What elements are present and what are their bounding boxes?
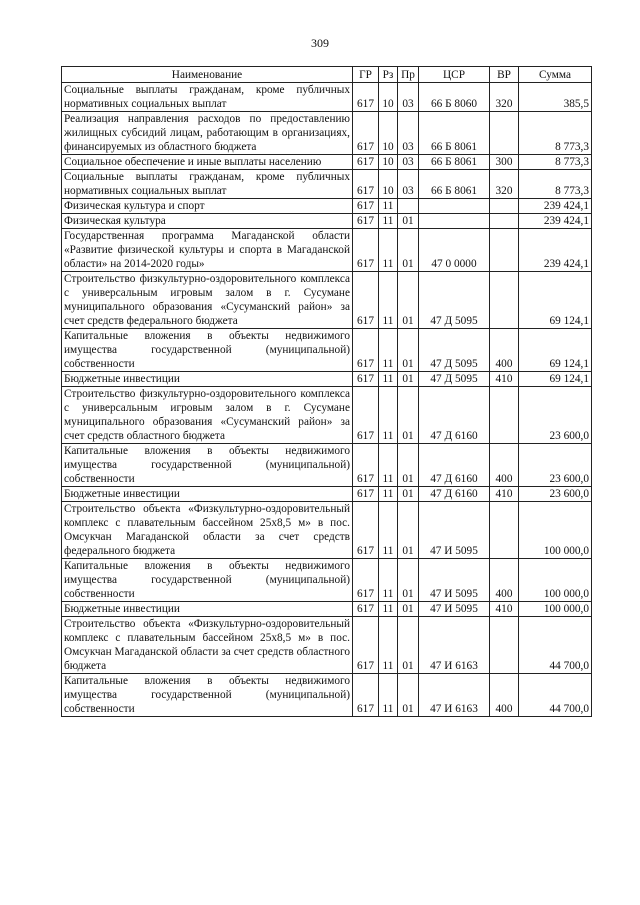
column-header-name: Наименование [62, 67, 353, 83]
cell-gr: 617 [353, 674, 379, 717]
cell-sum: 23 600,0 [519, 444, 592, 487]
cell-gr: 617 [353, 487, 379, 502]
cell-csr: 66 Б 8061 [419, 170, 490, 199]
cell-vr: 320 [490, 170, 519, 199]
cell-gr: 617 [353, 372, 379, 387]
cell-pr: 01 [398, 602, 419, 617]
cell-pr [398, 199, 419, 214]
cell-csr: 47 И 6163 [419, 617, 490, 674]
cell-vr: 400 [490, 444, 519, 487]
cell-sum: 8 773,3 [519, 170, 592, 199]
cell-gr: 617 [353, 155, 379, 170]
cell-vr: 400 [490, 559, 519, 602]
table-row [62, 602, 592, 617]
cell-csr: 47 И 6163 [419, 674, 490, 717]
cell-vr [490, 617, 519, 674]
cell-csr: 47 И 5095 [419, 559, 490, 602]
table-row [62, 502, 592, 559]
cell-gr: 617 [353, 559, 379, 602]
cell-vr [490, 112, 519, 155]
table-row [62, 155, 592, 170]
cell-sum: 8 773,3 [519, 155, 592, 170]
cell-sum: 23 600,0 [519, 387, 592, 444]
cell-csr: 47 Д 6160 [419, 444, 490, 487]
cell-gr: 617 [353, 602, 379, 617]
table-row [62, 170, 592, 199]
cell-pr: 03 [398, 155, 419, 170]
cell-vr: 400 [490, 674, 519, 717]
cell-sum: 239 424,1 [519, 199, 592, 214]
cell-rz: 11 [379, 199, 398, 214]
cell-name: Государственная программа Магаданской области «Развитие физической культуры и спорта в Магаданской области» на 2014-2020 годы» [62, 229, 353, 272]
cell-vr [490, 387, 519, 444]
cell-csr: 66 Б 8061 [419, 155, 490, 170]
cell-name: Бюджетные инвестиции [62, 487, 353, 502]
cell-rz: 11 [379, 372, 398, 387]
cell-csr: 66 Б 8061 [419, 112, 490, 155]
cell-pr: 01 [398, 272, 419, 329]
cell-name: Капитальные вложения в объекты недвижимого имущества государственной (муниципальной) собственности [62, 559, 353, 602]
cell-csr [419, 199, 490, 214]
cell-pr: 01 [398, 214, 419, 229]
cell-name: Строительство физкультурно-оздоровительного комплекса с универсальным игровым залом в г. Сусумане муниципального образования «Сусуманский район» за счет средств областного бюджета [62, 387, 353, 444]
cell-vr: 320 [490, 83, 519, 112]
cell-name: Капитальные вложения в объекты недвижимого имущества государственной (муниципальной) собственности [62, 329, 353, 372]
table-body [62, 83, 592, 717]
cell-name: Физическая культура и спорт [62, 199, 353, 214]
cell-gr: 617 [353, 617, 379, 674]
table-row [62, 387, 592, 444]
cell-pr: 01 [398, 444, 419, 487]
cell-sum: 239 424,1 [519, 229, 592, 272]
cell-rz: 11 [379, 272, 398, 329]
cell-name: Строительство объекта «Физкультурно-оздоровительный комплекс с плавательным бассейном 25х8,5 м» в пос. Омсукчан Магаданской области за счет средств областного бюджета [62, 617, 353, 674]
cell-pr: 01 [398, 502, 419, 559]
cell-pr: 01 [398, 487, 419, 502]
column-header-csr: ЦСР [419, 67, 490, 83]
cell-gr: 617 [353, 272, 379, 329]
cell-name: Капитальные вложения в объекты недвижимого имущества государственной (муниципальной) собственности [62, 444, 353, 487]
cell-pr: 01 [398, 372, 419, 387]
cell-rz: 10 [379, 155, 398, 170]
table-row [62, 83, 592, 112]
cell-pr: 01 [398, 387, 419, 444]
table-row [62, 559, 592, 602]
cell-gr: 617 [353, 387, 379, 444]
table-row [62, 372, 592, 387]
cell-sum: 69 124,1 [519, 372, 592, 387]
cell-rz: 11 [379, 602, 398, 617]
cell-name: Социальные выплаты гражданам, кроме публичных нормативных социальных выплат [62, 83, 353, 112]
cell-csr: 47 И 5095 [419, 502, 490, 559]
cell-vr [490, 272, 519, 329]
cell-sum: 8 773,3 [519, 112, 592, 155]
cell-sum: 239 424,1 [519, 214, 592, 229]
cell-name: Реализация направления расходов по предоставлению жилищных субсидий лицам, работающим в организациях, финансируемых из областного бюджета [62, 112, 353, 155]
cell-rz: 11 [379, 674, 398, 717]
column-header-pr: Пр [398, 67, 419, 83]
cell-gr: 617 [353, 444, 379, 487]
cell-name: Строительство объекта «Физкультурно-оздоровительный комплекс с плавательным бассейном 25х8,5 м» в пос. Омсукчан Магаданской области за счет средств федерального бюджета [62, 502, 353, 559]
cell-csr: 47 Д 6160 [419, 387, 490, 444]
cell-csr: 47 И 5095 [419, 602, 490, 617]
cell-csr: 47 Д 5095 [419, 272, 490, 329]
table-row [62, 444, 592, 487]
cell-pr: 01 [398, 329, 419, 372]
cell-csr [419, 214, 490, 229]
page-number: 309 [311, 36, 329, 50]
cell-csr: 47 Д 6160 [419, 487, 490, 502]
cell-pr: 01 [398, 617, 419, 674]
cell-rz: 11 [379, 444, 398, 487]
cell-name: Строительство физкультурно-оздоровительного комплекса с универсальным игровым залом в г. Сусумане муниципального образования «Сусуманский район» за счет средств федерального бюджета [62, 272, 353, 329]
cell-rz: 11 [379, 502, 398, 559]
column-header-vr: ВР [490, 67, 519, 83]
table-row [62, 272, 592, 329]
cell-csr: 47 Д 5095 [419, 329, 490, 372]
table-row [62, 112, 592, 155]
cell-pr: 01 [398, 559, 419, 602]
cell-pr: 01 [398, 674, 419, 717]
cell-rz: 11 [379, 214, 398, 229]
cell-gr: 617 [353, 214, 379, 229]
cell-vr: 400 [490, 329, 519, 372]
cell-name: Физическая культура [62, 214, 353, 229]
cell-vr: 300 [490, 155, 519, 170]
cell-rz: 10 [379, 83, 398, 112]
cell-name: Капитальные вложения в объекты недвижимого имущества государственной (муниципальной) собственности [62, 674, 353, 717]
cell-sum: 44 700,0 [519, 674, 592, 717]
cell-sum: 100 000,0 [519, 502, 592, 559]
cell-pr: 03 [398, 112, 419, 155]
cell-vr: 410 [490, 372, 519, 387]
cell-vr [490, 199, 519, 214]
cell-rz: 10 [379, 170, 398, 199]
cell-sum: 69 124,1 [519, 272, 592, 329]
cell-csr: 47 0 0000 [419, 229, 490, 272]
table-row [62, 487, 592, 502]
cell-name: Социальное обеспечение и иные выплаты населению [62, 155, 353, 170]
cell-rz: 11 [379, 559, 398, 602]
cell-rz: 11 [379, 229, 398, 272]
cell-vr [490, 502, 519, 559]
table-row [62, 674, 592, 717]
cell-gr: 617 [353, 502, 379, 559]
cell-rz: 11 [379, 617, 398, 674]
column-header-gr: ГР [353, 67, 379, 83]
cell-vr [490, 229, 519, 272]
cell-name: Бюджетные инвестиции [62, 602, 353, 617]
cell-vr [490, 214, 519, 229]
budget-table [61, 66, 592, 717]
cell-gr: 617 [353, 229, 379, 272]
cell-sum: 69 124,1 [519, 329, 592, 372]
cell-pr: 03 [398, 83, 419, 112]
cell-rz: 10 [379, 112, 398, 155]
cell-sum: 44 700,0 [519, 617, 592, 674]
column-header-sum: Сумма [519, 67, 592, 83]
cell-gr: 617 [353, 329, 379, 372]
table-row [62, 199, 592, 214]
table-row [62, 214, 592, 229]
cell-csr: 66 Б 8060 [419, 83, 490, 112]
cell-csr: 47 Д 5095 [419, 372, 490, 387]
cell-sum: 100 000,0 [519, 559, 592, 602]
cell-sum: 23 600,0 [519, 487, 592, 502]
cell-rz: 11 [379, 329, 398, 372]
table-row [62, 329, 592, 372]
table-header-row [62, 67, 592, 83]
cell-pr: 01 [398, 229, 419, 272]
cell-vr: 410 [490, 602, 519, 617]
cell-gr: 617 [353, 199, 379, 214]
table-row [62, 617, 592, 674]
cell-gr: 617 [353, 170, 379, 199]
cell-rz: 11 [379, 387, 398, 444]
cell-pr: 03 [398, 170, 419, 199]
cell-sum: 100 000,0 [519, 602, 592, 617]
column-header-rz: Рз [379, 67, 398, 83]
table-row [62, 229, 592, 272]
cell-rz: 11 [379, 487, 398, 502]
cell-sum: 385,5 [519, 83, 592, 112]
cell-vr: 410 [490, 487, 519, 502]
cell-gr: 617 [353, 83, 379, 112]
cell-name: Бюджетные инвестиции [62, 372, 353, 387]
cell-name: Социальные выплаты гражданам, кроме публичных нормативных социальных выплат [62, 170, 353, 199]
cell-gr: 617 [353, 112, 379, 155]
